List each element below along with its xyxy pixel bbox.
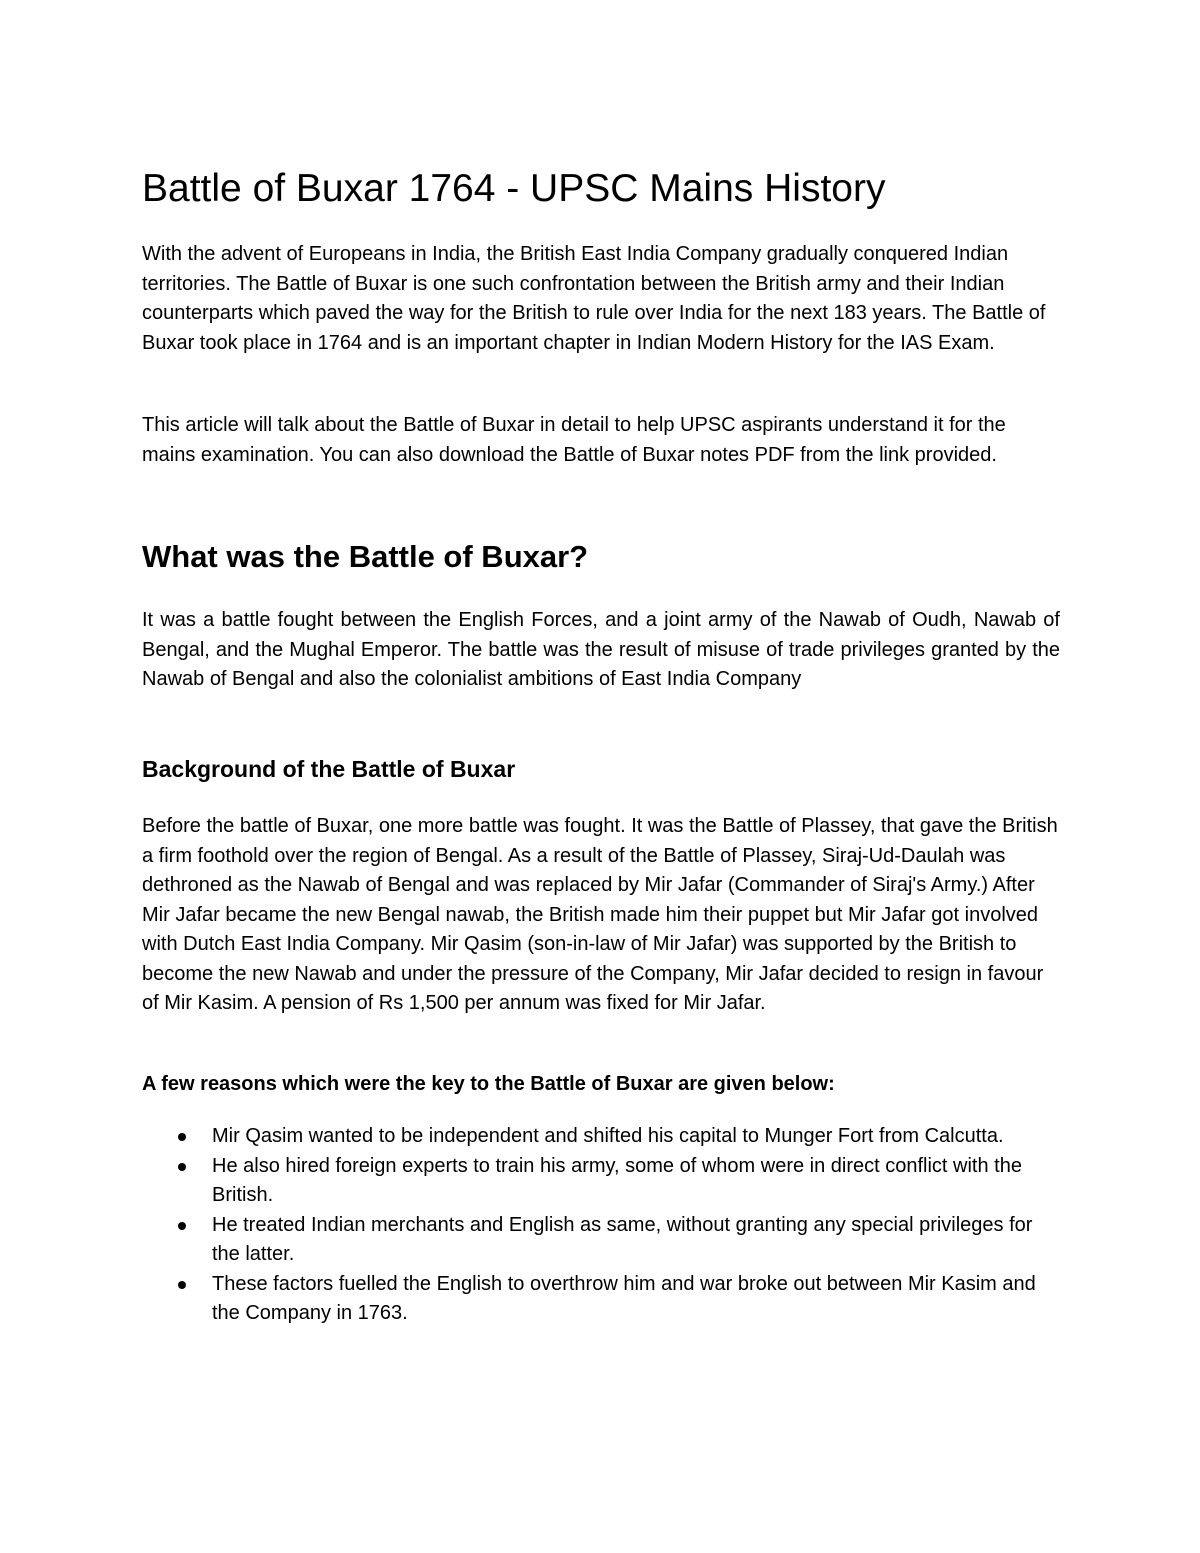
section-paragraph-what-was-battle: It was a battle fought between the English Forces, and a joint army of the Nawab of Oudh, Nawab of Bengal, and the Mughal Emperor. The battle was the result of misuse of trade privileges granted by the Nawab of Bengal and also the colonialist ambitions of East India Company [142,609,1060,690]
list-item [142,1152,1060,1211]
bullet-icon [178,1281,186,1289]
intro-paragraph-1: With the advent of Europeans in India, the British East India Company gradually conquered Indian territories. The Battle of Buxar is one such confrontation between the British army and their Indian counterparts which paved the way for the British to rule over India for the next 183 years. The Battle of Buxar took place in 1764 and is an important chapter in Indian Modern History for the IAS Exam. [142,243,1046,354]
section-heading-background: Background of the Battle of Buxar [142,756,516,782]
list-item-text: He also hired foreign experts to train his army, some of whom were in direct conflict with the British. [212,1154,1022,1206]
list-item [142,1270,1060,1329]
list-item-text: These factors fuelled the English to overthrow him and war broke out between Mir Kasim and the Company in 1763. [212,1272,1036,1324]
list-item [142,1211,1060,1270]
section-heading-what-was-battle: What was the Battle of Buxar? [142,539,589,574]
list-item-text: He treated Indian merchants and English as same, without granting any special privileges for the latter. [212,1213,1033,1265]
section-paragraph-background: Before the battle of Buxar, one more battle was fought. It was the Battle of Plassey, that gave the British a firm foothold over the region of Bengal. As a result of the Battle of Plassey, Siraj-Ud-Daulah was dethroned as the Nawab of Bengal and was replaced by Mir Jafar (Commander of Siraj's Army.) After Mir Jafar became the new Bengal nawab, the British made him their puppet but Mir Jafar got involved with Dutch East India Company. Mir Qasim (son-in-law of Mir Jafar) was supported by the British to become the new Nawab and under the pressure of the Company, Mir Jafar decided to resign in favour of Mir Kasim. A pension of Rs 1,500 per annum was fixed for Mir Jafar. [142,815,1058,1014]
list-item [142,1122,1060,1152]
bullet-icon [178,1222,186,1230]
list-item-text: Mir Qasim wanted to be independent and shifted his capital to Munger Fort from Calcutta. [212,1125,1004,1147]
bullet-icon [178,1133,186,1141]
bullet-icon [178,1163,186,1171]
document-title: Battle of Buxar 1764 - UPSC Mains History [142,167,886,210]
reasons-list [142,1122,1060,1329]
reasons-heading: A few reasons which were the key to the Battle of Buxar are given below: [142,1073,835,1095]
intro-paragraph-2: This article will talk about the Battle of Buxar in detail to help UPSC aspirants understand it for the mains examination. You can also download the Battle of Buxar notes PDF from the link provided. [142,414,1006,466]
